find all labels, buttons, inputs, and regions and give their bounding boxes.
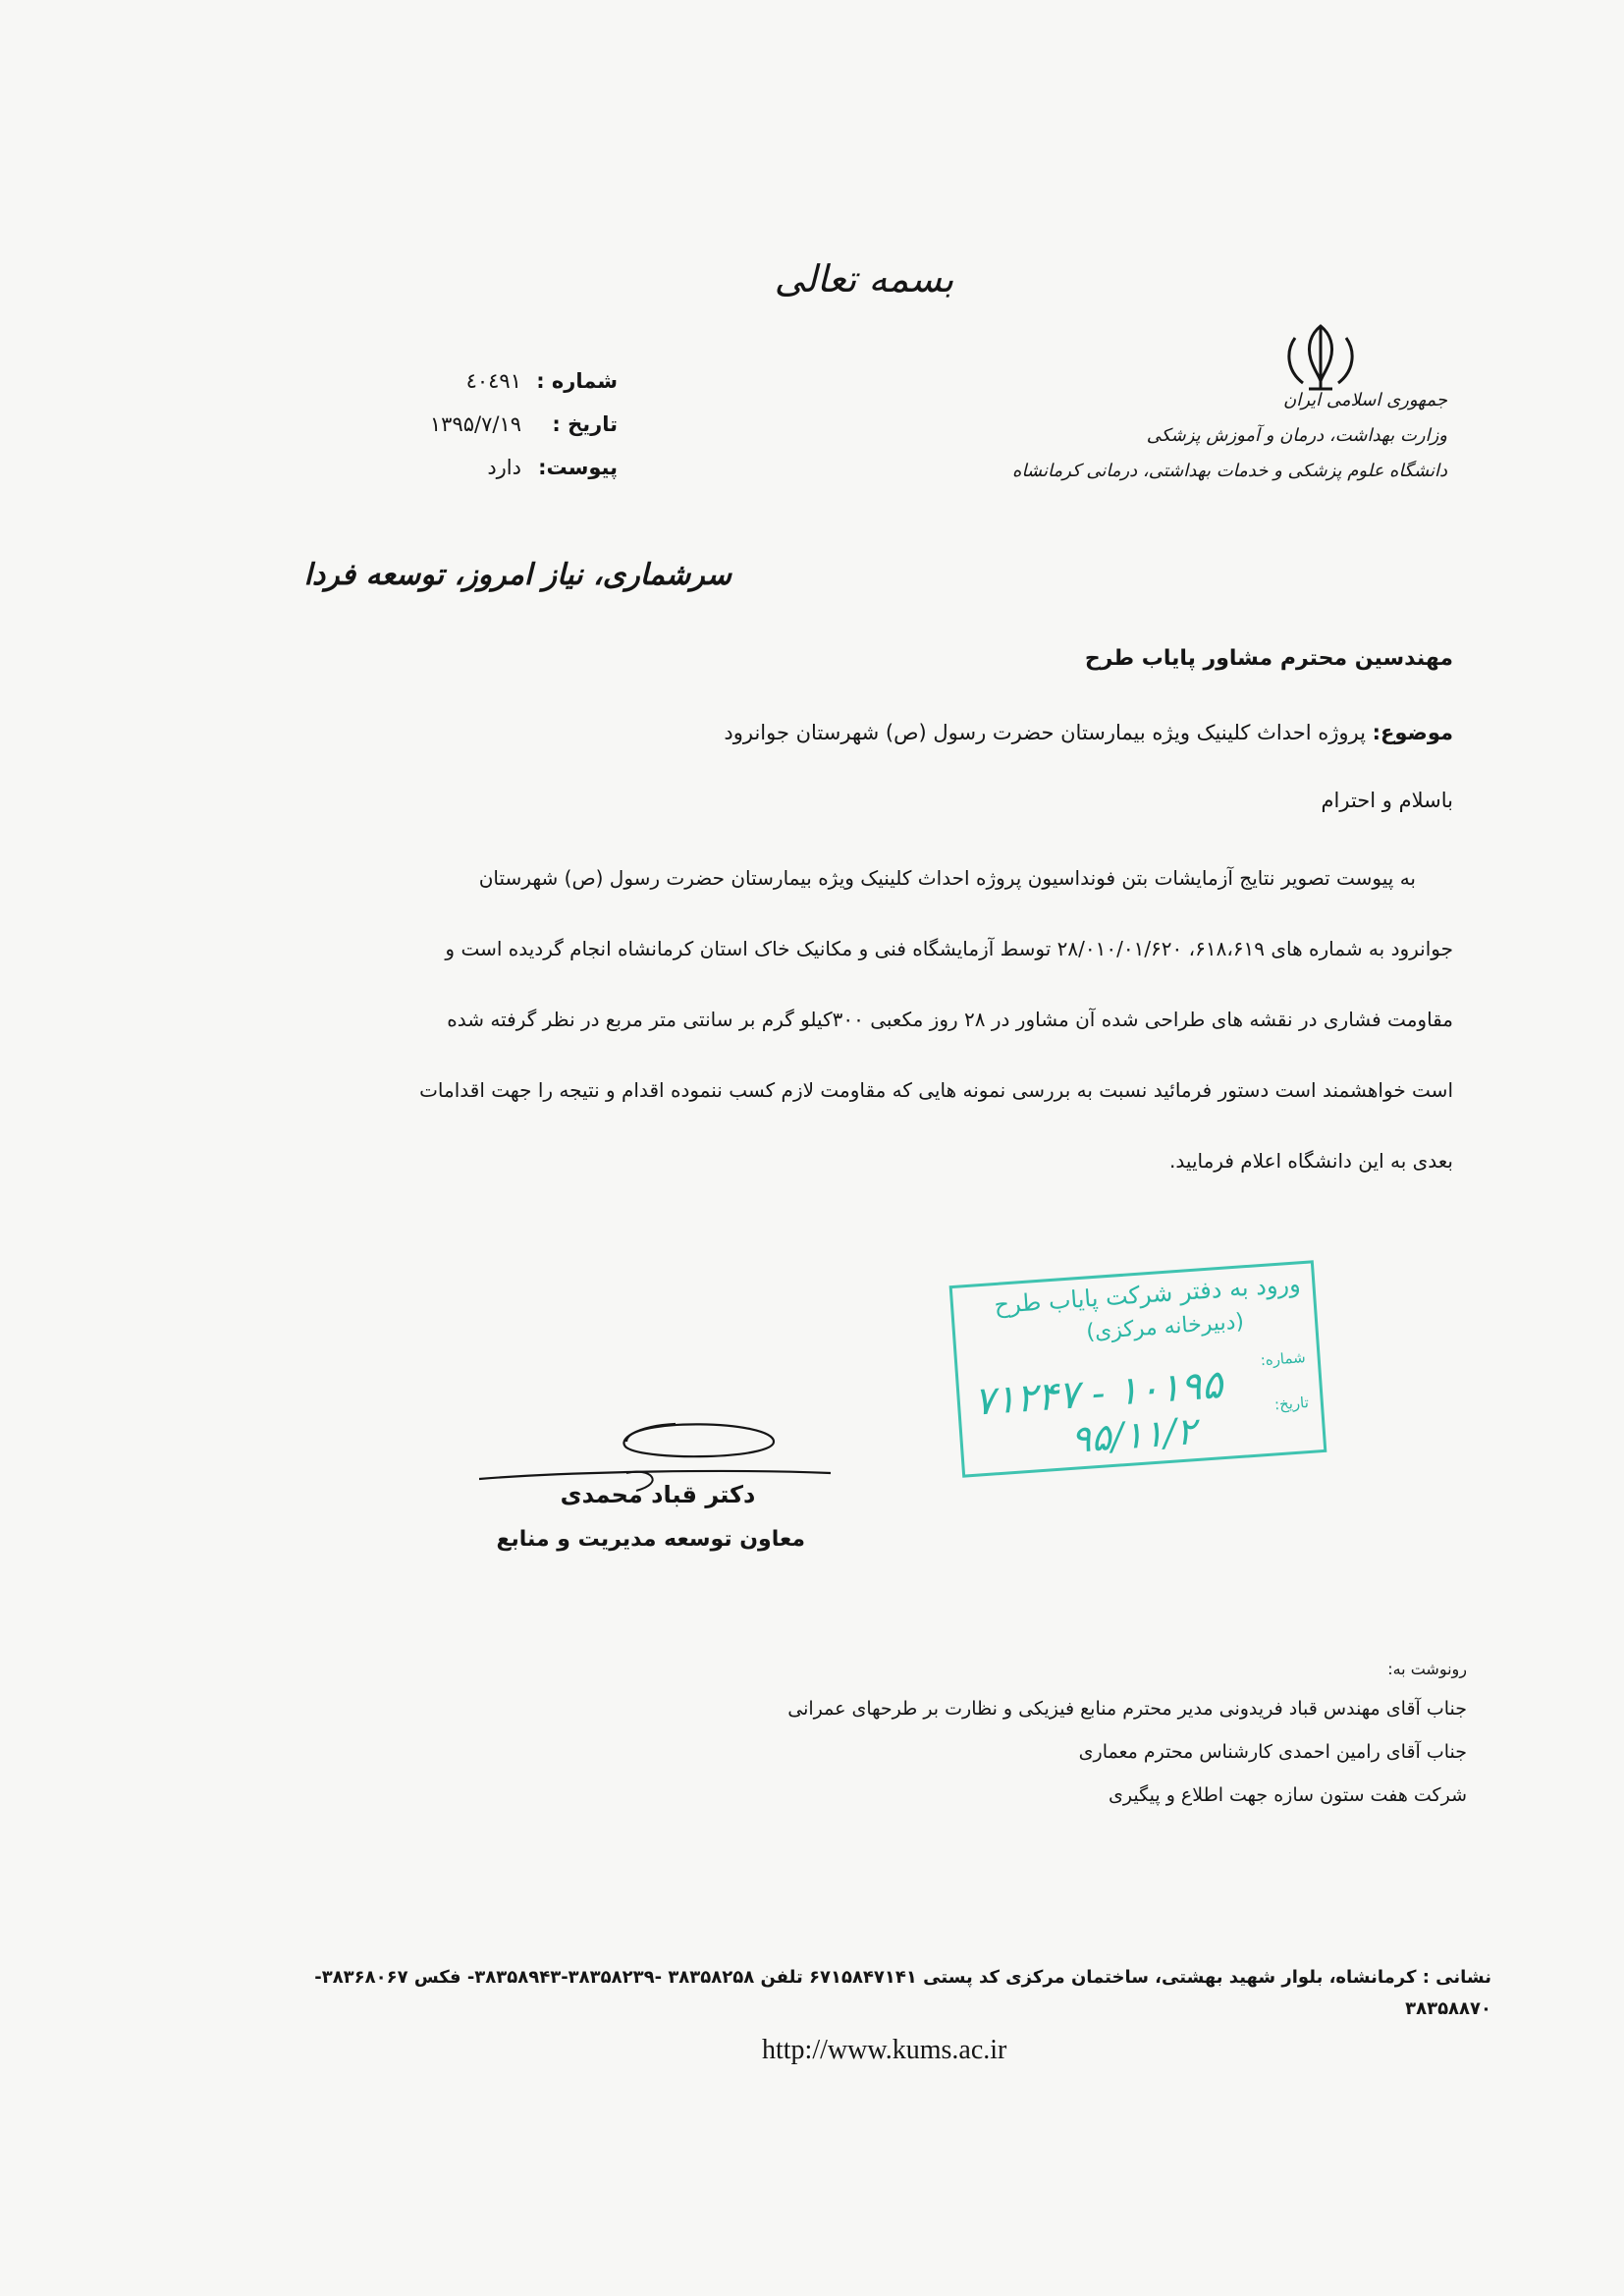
greeting: باسلام و احترام: [1321, 789, 1453, 812]
body-line: به پیوست تصویر نتایج آزمایشات بتن فونداسیون پروژه احداث کلینیک ویژه بیمارستان حضرت رسول (ص) شهرستان: [478, 866, 1416, 890]
letter-body: [285, 858, 1453, 1212]
copy-recipient: جناب آقای مهندس قباد فریدونی مدیر محترم منابع فیزیکی و نظارت بر طرحهای عمرانی: [787, 1698, 1467, 1720]
recipient: مهندسین محترم مشاور پایاب طرح: [1084, 646, 1453, 671]
letter-attachment-row: [402, 446, 618, 489]
signer-title: معاون توسعه مدیریت و منابع: [496, 1527, 805, 1552]
website-link[interactable]: http://www.kums.ac.ir: [762, 2035, 1007, 2065]
letter-attachment-value: دارد: [487, 456, 521, 479]
ministry-line: وزارت بهداشت، درمان و آموزش پزشکی: [1146, 425, 1447, 446]
letter-date-label: تاریخ :: [552, 412, 618, 436]
stamp-date-label: تاریخ:: [1273, 1393, 1310, 1414]
body-line: مقاومت فشاری در نقشه های طراحی شده آن مشاور در ۲۸ روز مکعبی ۳۰۰کیلو گرم بر سانتی متر مربع در نظر گرفته شده: [447, 1008, 1453, 1031]
receipt-stamp: [949, 1260, 1327, 1477]
footer-address: [244, 1962, 1491, 2025]
copies-heading: رونوشت به:: [1387, 1660, 1467, 1678]
body-line: بعدی به این دانشگاه اعلام فرمایید.: [1169, 1149, 1453, 1173]
copy-recipient: شرکت هفت ستون سازه جهت اطلاع و پیگیری: [1109, 1784, 1467, 1806]
stamp-title: ورود به دفتر شرکت پایاب طرح: [993, 1270, 1302, 1320]
letter-number-label: شماره :: [536, 369, 618, 393]
stamp-number-label: شماره:: [1260, 1348, 1307, 1370]
letter-number-value: ٤٠٤٩١: [465, 369, 521, 393]
stamp-number-value: ۱۰۱۹۵ - ۷۱۲۴۷: [972, 1362, 1224, 1425]
subject: [724, 721, 1453, 744]
letter-attachment-label: پیوست:: [538, 456, 618, 479]
letter-number-row: [402, 359, 618, 403]
letter-date-row: [402, 403, 618, 446]
letter-metadata: [402, 359, 618, 489]
stamp-subtitle: (دبیرخانه مرکزی): [1085, 1309, 1245, 1345]
body-line: جوانرود به شماره های ۶۱۸،۶۱۹، ۲۸/۰۱۰/۰۱/۶۲۰ توسط آزمایشگاه فنی و مکانیک خاک استان کرمانشاه انجام گردیده است و: [445, 937, 1453, 960]
census-slogan: سرشماری، نیاز امروز، توسعه فردا: [303, 558, 731, 592]
copies-list: [787, 1689, 1467, 1819]
ministry-heading: [1012, 383, 1447, 489]
body-line: است خواهشمند است دستور فرمائید نسبت به بررسی نمونه هایی که مقاومت لازم کسب ننموده اقدام و نتیجه را جهت اقدامات: [419, 1078, 1453, 1102]
stamp-date-value: ۹۵/۱۱/۲: [1069, 1409, 1198, 1461]
subject-text: پروژه احداث کلینیک ویژه بیمارستان حضرت رسول (ص) شهرستان جوانرود: [724, 721, 1366, 744]
address-line: ۳۸۳۵۸۸۷۰: [1405, 1998, 1491, 2019]
address-line: نشانی : کرمانشاه، بلوار شهید بهشتی، ساختمان مرکزی کد پستی ۶۷۱۵۸۴۷۱۴۱ تلفن ۳۸۳۵۸۲۵۸ -۳۸۳۵۸۲۳۹-۳۸۳۵۸۹۴۳- فکس ۳۸۳۶۸۰۶۷-: [314, 1967, 1491, 1988]
letter-date-value: ۱۳۹۵/۷/۱۹: [429, 412, 521, 436]
ministry-line: جمهوری اسلامی ایران: [1283, 390, 1447, 410]
subject-label: موضوع:: [1372, 721, 1453, 744]
ministry-line: دانشگاه علوم پزشکی و خدمات بهداشتی، درمانی کرمانشاه: [1012, 461, 1447, 481]
copy-recipient: جناب آقای رامین احمدی کارشناس محترم معماری: [1078, 1741, 1467, 1763]
basmala: بسمه تعالی: [774, 257, 954, 301]
signer-name: دکتر قباد محمدی: [560, 1481, 756, 1508]
iran-emblem-icon: [1281, 320, 1360, 393]
